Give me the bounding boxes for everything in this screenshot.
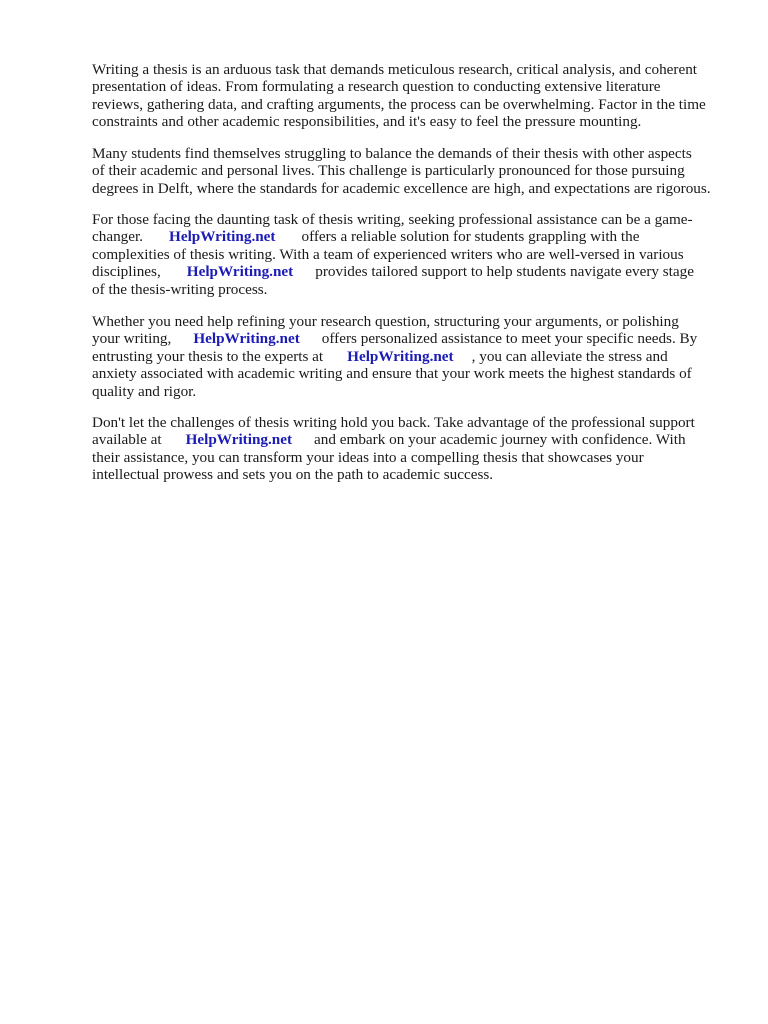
paragraph-3-line-1: For those facing the daunting task of thesis writing, seeking professional assistance can be a game- bbox=[92, 211, 693, 228]
paragraph-5-line-2 bbox=[92, 431, 732, 448]
paragraph-4-text-3a: entrusting your thesis to the experts at bbox=[92, 347, 324, 365]
paragraph-1-line-3: reviews, gathering data, and crafting arguments, the process can be overwhelming. Factor in the time bbox=[92, 95, 706, 113]
paragraph-4-line-1: Whether you need help refining your research question, structuring your arguments, or polishing bbox=[92, 313, 679, 330]
paragraph-1-line-4: constraints and other academic responsibilities, and it's easy to feel the pressure mounting. bbox=[92, 113, 642, 131]
paragraph-4-line-2 bbox=[92, 330, 732, 347]
paragraph-4-line-3 bbox=[92, 348, 732, 365]
paragraph-1 bbox=[92, 61, 732, 131]
paragraph-3-line-4 bbox=[92, 263, 732, 280]
paragraph-1-line-2: presentation of ideas. From formulating a research question to conducting extensive literature bbox=[92, 78, 661, 96]
paragraph-4 bbox=[92, 313, 732, 400]
helpwriting-link[interactable]: HelpWriting.net bbox=[169, 228, 276, 246]
paragraph-3-line-5: of the thesis-writing process. bbox=[92, 280, 268, 298]
paragraph-2-line-3: degrees in Delft, where the standards for academic excellence are high, and expectations are rigorous. bbox=[92, 179, 711, 197]
helpwriting-link[interactable]: HelpWriting.net bbox=[185, 431, 293, 449]
paragraph-3-line-3: complexities of thesis writing. With a team of experienced writers who are well-versed in various bbox=[92, 245, 684, 263]
paragraph-5-line-1: Don't let the challenges of thesis writing hold you back. Take advantage of the professional support bbox=[92, 414, 695, 431]
paragraph-5-text-2b: and embark on your academic journey with confidence. With bbox=[314, 431, 686, 449]
paragraph-4-line-4: anxiety associated with academic writing and ensure that your work meets the highest standards of bbox=[92, 365, 692, 383]
paragraph-4-line-5: quality and rigor. bbox=[92, 382, 197, 400]
paragraph-2-line-2: of their academic and personal lives. This challenge is particularly pronounced for those pursuing bbox=[92, 162, 685, 180]
paragraph-1-line-1: Writing a thesis is an arduous task that demands meticulous research, critical analysis, and coherent bbox=[92, 61, 698, 78]
paragraph-5-text-2a: available at bbox=[92, 431, 162, 449]
paragraph-2-line-1: Many students find themselves struggling to balance the demands of their thesis with other aspects bbox=[92, 145, 692, 162]
helpwriting-link[interactable]: HelpWriting.net bbox=[186, 263, 294, 281]
paragraph-3-text-2b: offers a reliable solution for students grappling with the bbox=[301, 228, 640, 246]
paragraph-3 bbox=[92, 211, 732, 298]
paragraph-4-text-2b: offers personalized assistance to meet your specific needs. By bbox=[321, 330, 698, 348]
paragraph-2 bbox=[92, 145, 732, 197]
helpwriting-link[interactable]: HelpWriting.net bbox=[193, 330, 300, 348]
paragraph-3-line-2 bbox=[92, 228, 732, 245]
paragraph-5 bbox=[92, 414, 732, 484]
paragraph-5-line-4: intellectual prowess and sets you on the path to academic success. bbox=[92, 466, 494, 484]
paragraph-4-text-2a: your writing, bbox=[92, 330, 172, 348]
paragraph-5-line-3: their assistance, you can transform your ideas into a compelling thesis that showcases your bbox=[92, 448, 644, 466]
paragraph-3-text-4b: provides tailored support to help students navigate every stage bbox=[315, 263, 694, 281]
paragraph-4-text-3b: , you can alleviate the stress and bbox=[471, 347, 668, 365]
helpwriting-link[interactable]: HelpWriting.net bbox=[347, 347, 454, 365]
paragraph-3-text-4a: disciplines, bbox=[92, 263, 161, 281]
paragraph-3-text-2a: changer. bbox=[92, 228, 144, 246]
